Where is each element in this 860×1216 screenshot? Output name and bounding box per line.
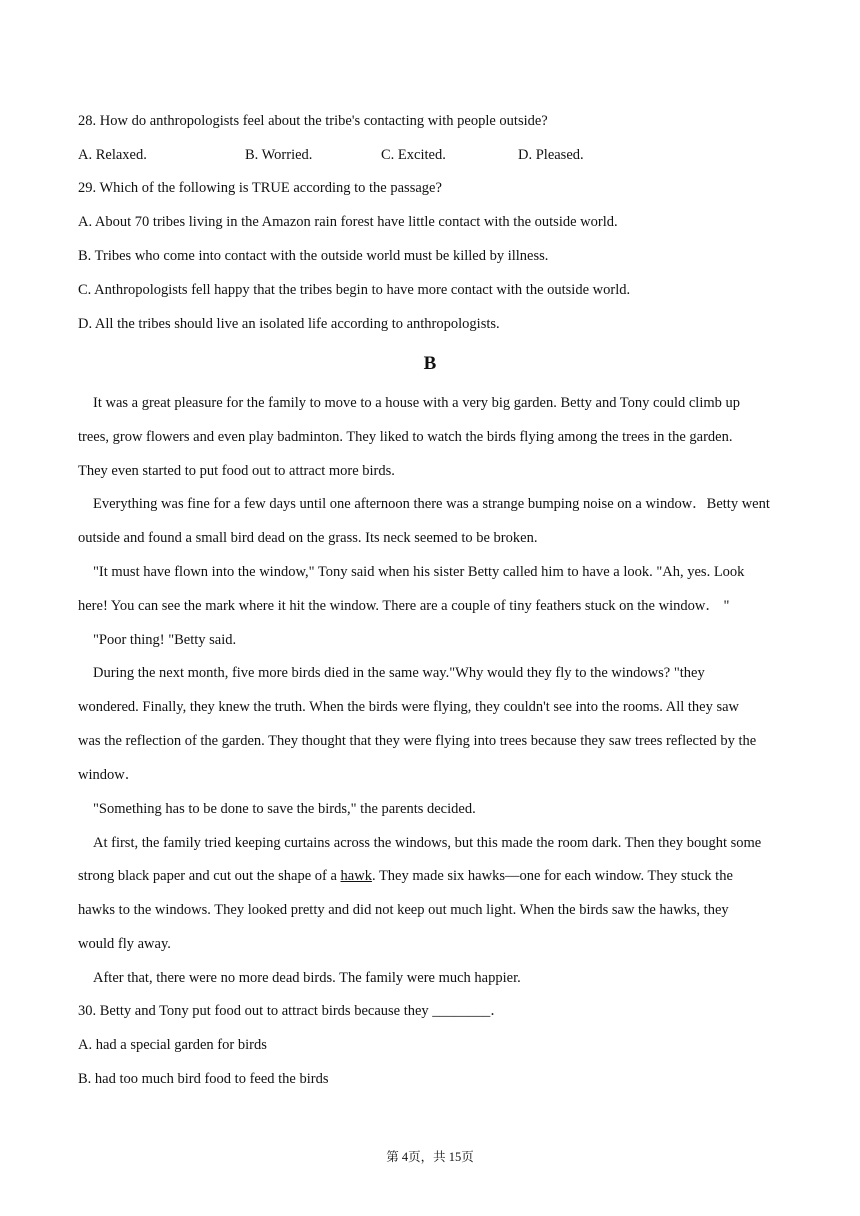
passage-line: "Poor thing! "Betty said.: [93, 632, 237, 648]
q29-option-c: C. Anthropologists fell happy that the tribes begin to have more contact with the outside world.: [78, 282, 631, 298]
question-28: 28. How do anthropologists feel about the tribe's contacting with people outside?: [78, 113, 548, 129]
passage-line: At first, the family tried keeping curtains across the windows, but this made the room dark. Then they bought some: [93, 835, 762, 851]
q28-option-c: C. Excited.: [381, 147, 446, 163]
q29-option-a: A. About 70 tribes living in the Amazon rain forest have little contact with the outside world.: [78, 214, 618, 230]
q29-option-d: D. All the tribes should live an isolated life according to anthropologists.: [78, 316, 500, 332]
passage-line: During the next month, five more birds died in the same way."Why would they fly to the windows? "they: [93, 665, 705, 681]
q30-option-b: B. had too much bird food to feed the birds: [78, 1071, 329, 1087]
passage-line: They even started to put food out to attract more birds.: [78, 463, 395, 479]
section-heading: B: [423, 353, 437, 374]
q30-option-a: A. had a special garden for birds: [78, 1037, 267, 1053]
q28-option-a: A. Relaxed.: [78, 147, 147, 163]
question-30: 30. Betty and Tony put food out to attract birds because they ________．: [78, 1003, 505, 1019]
passage-line: hawks to the windows. They looked pretty and did not keep out much light. When the birds saw the hawks, they: [78, 902, 729, 918]
page-footer: 第 4页，共 15页: [386, 1150, 474, 1164]
q29-option-b: B. Tribes who come into contact with the outside world must be killed by illness.: [78, 248, 549, 264]
passage-line: trees, grow flowers and even play badminton. They liked to watch the birds flying among the trees in the garden.: [78, 429, 733, 445]
q28-option-d: D. Pleased.: [518, 147, 584, 163]
underlined-word: hawk: [340, 868, 372, 884]
passage-line: Everything was fine for a few days until one afternoon there was a strange bumping noise on a window．Betty went: [93, 496, 770, 512]
passage-line: [78, 866, 790, 886]
passage-line: outside and found a small bird dead on the grass. Its neck seemed to be broken.: [78, 530, 538, 546]
passage-line: was the reflection of the garden. They thought that they were flying into trees because they saw trees reflected by the: [78, 733, 757, 749]
passage-text: . They made six hawks—one for each window. They stuck the: [371, 868, 733, 884]
passage-text: strong black paper and cut out the shape of a: [78, 868, 341, 884]
passage-line: It was a great pleasure for the family to move to a house with a very big garden. Betty and Tony could climb up: [93, 395, 741, 411]
q28-option-b: B. Worried.: [245, 147, 313, 163]
passage-line: window．: [78, 767, 140, 783]
passage-line: "Something has to be done to save the birds," the parents decided.: [93, 801, 476, 817]
passage-line: wondered. Finally, they knew the truth. When the birds were flying, they couldn't see into the rooms. All they saw: [78, 699, 740, 715]
passage-line: "It must have flown into the window," Tony said when his sister Betty called him to have a look. "Ah, yes. Look: [93, 564, 745, 580]
passage-line: After that, there were no more dead birds. The family were much happier.: [93, 970, 521, 986]
question-29: 29. Which of the following is TRUE according to the passage?: [78, 180, 442, 196]
passage-line: would fly away.: [78, 936, 171, 952]
passage-line: here! You can see the mark where it hit the window. There are a couple of tiny feathers stuck on the window． ": [78, 598, 730, 614]
